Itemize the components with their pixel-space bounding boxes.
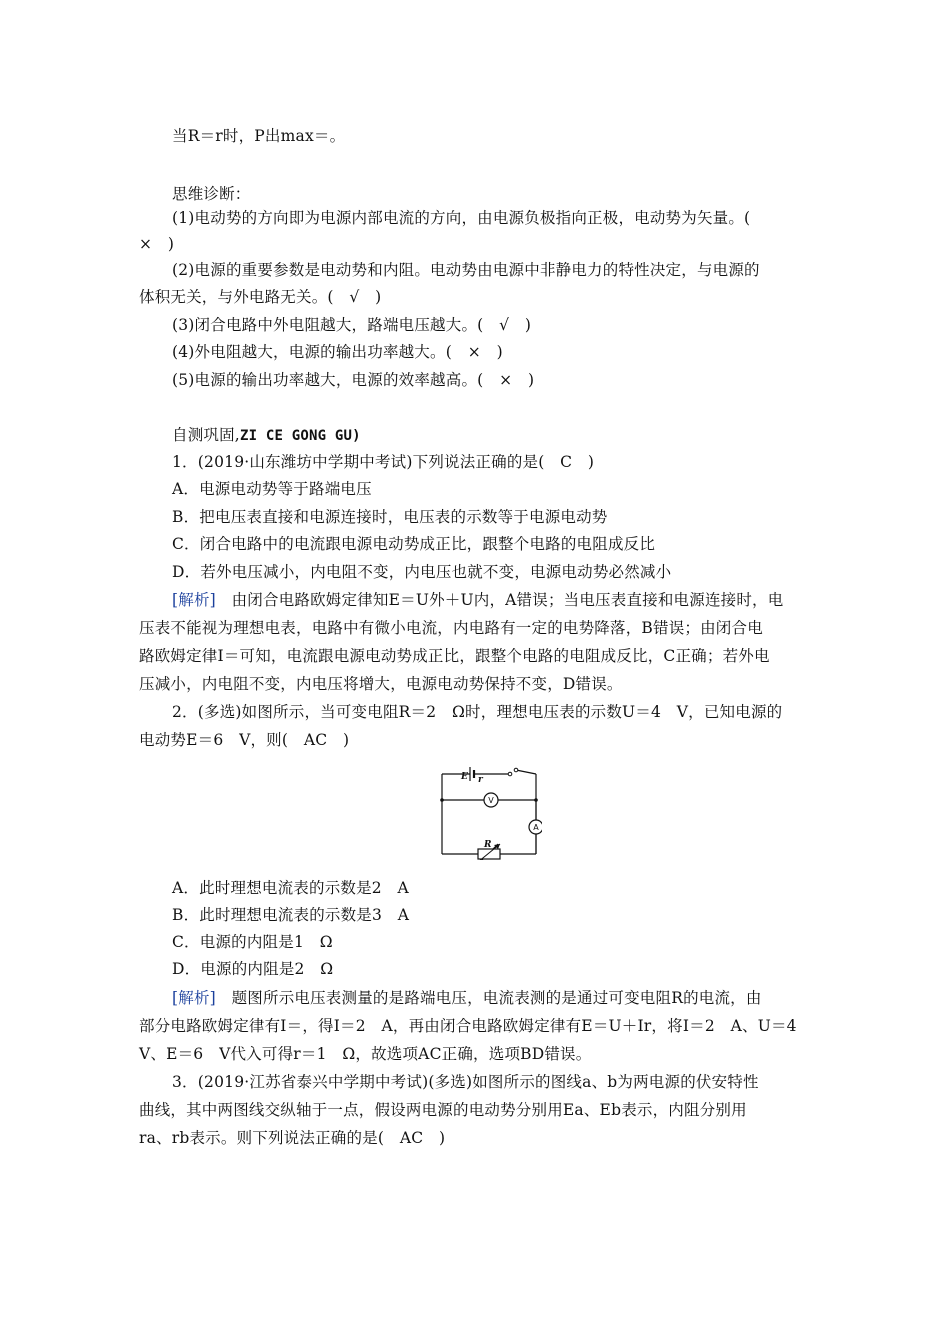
question-2-option-c: C．电源的内阻是1 Ω: [172, 933, 333, 951]
question-1-option-d: D．若外电压减小，内电阻不变，内电压也就不变，电源电动势必然减小: [172, 563, 672, 581]
analysis-1-line-4: 压减小，内电阻不变，内电压将增大，电源电动势保持不变，D错误。: [139, 675, 623, 693]
diagnosis-5: (5)电源的输出功率越大，电源的效率越高。( × ): [172, 371, 535, 389]
circuit-diagram: [438, 764, 542, 860]
question-1: 1．(2019·山东潍坊中学期中考试)下列说法正确的是( C ): [172, 453, 595, 471]
question-1-option-a: A．电源电动势等于路端电压: [172, 480, 372, 498]
heading-self-test-cn: 自测巩固,: [172, 426, 240, 444]
label-internal-r: r: [478, 775, 483, 785]
question-3-line-3: ra、rb表示。则下列说法正确的是( AC ): [139, 1129, 446, 1147]
analysis-1: [172, 590, 783, 610]
question-2-option-d: D．电源的内阻是2 Ω: [172, 960, 334, 978]
diagnosis-3: (3)闭合电路中外电阻越大，路端电压越大。( √ ): [172, 316, 532, 334]
analysis-2-line-3: V、E＝6 V代入可得r＝1 Ω，故选项AC正确，选项BD错误。: [139, 1045, 592, 1063]
heading-self-test-en: ZI CE GONG GU): [239, 428, 361, 444]
analysis-2-text: 题图所示电压表测量的是路端电压，电流表测的是通过可变电阻R的电流，由: [215, 989, 762, 1007]
question-2-cont: 电动势E＝6 V，则( AC ): [139, 731, 350, 749]
diagnosis-4: (4)外电阻越大，电源的输出功率越大。( × ): [172, 343, 503, 361]
label-voltmeter: V: [488, 796, 494, 805]
question-3-line-2: 曲线，其中两图线交纵轴于一点，假设两电源的电动势分别用Ea、Eb表示，内阻分别用: [139, 1101, 747, 1119]
question-1-option-c: C．闭合电路中的电流跟电源电动势成正比，跟整个电路的电阻成反比: [172, 535, 656, 553]
battery-icon: [470, 767, 474, 781]
label-resistor: R: [484, 840, 492, 850]
analysis-1-text: 由闭合电路欧姆定律知E＝U外＋U内，A错误；当电压表直接和电源连接时，电: [215, 591, 784, 609]
analysis-2-line-2: 部分电路欧姆定律有I＝，得I＝2 A，再由闭合电路欧姆定律有E＝U＋Ir，将I＝2 A、U＝4: [139, 1017, 797, 1035]
question-2: 2．(多选)如图所示，当可变电阻R＝2 Ω时，理想电压表的示数U＝4 V，已知电源的: [172, 703, 783, 721]
diagnosis-1-answer: × ): [139, 235, 175, 253]
heading-self-test: [172, 425, 361, 446]
heading-thinking-diagnosis: 思维诊断：: [172, 185, 251, 203]
question-2-option-b: B．此时理想电流表的示数是3 A: [172, 906, 410, 924]
rheostat-icon: [478, 849, 500, 859]
question-3: 3．(2019·江苏省泰兴中学期中考试)(多选)如图所示的图线a、b为两电源的伏安特性: [172, 1073, 759, 1091]
analysis-tag: [解析]: [172, 989, 216, 1007]
diagnosis-2: (2)电源的重要参数是电动势和内阻。电动势由电源中非静电力的特性决定，与电源的: [172, 261, 760, 279]
analysis-1-line-3: 路欧姆定律I＝可知，电流跟电源电动势成正比，跟整个电路的电阻成反比，C正确；若外电: [139, 647, 770, 665]
analysis-2: [172, 988, 762, 1008]
analysis-1-line-2: 压表不能视为理想电表，电路中有微小电流，内电路有一定的电势降落，B错误；由闭合电: [139, 619, 763, 637]
question-1-option-b: B．把电压表直接和电源连接时，电压表的示数等于电源电动势: [172, 508, 608, 526]
label-emf: E: [461, 772, 468, 782]
label-ammeter: A: [533, 823, 539, 832]
switch-icon: [508, 768, 518, 776]
diagnosis-1: (1)电动势的方向即为电源内部电流的方向，由电源负极指向正极，电动势为矢量。(: [172, 209, 751, 227]
diagnosis-2-cont: 体积无关，与外电路无关。( √ ): [139, 288, 382, 306]
question-2-option-a: A．此时理想电流表的示数是2 A: [172, 879, 409, 897]
analysis-tag: [解析]: [172, 591, 216, 609]
max-power-line: 当R＝r时，P出max＝。: [172, 127, 346, 145]
